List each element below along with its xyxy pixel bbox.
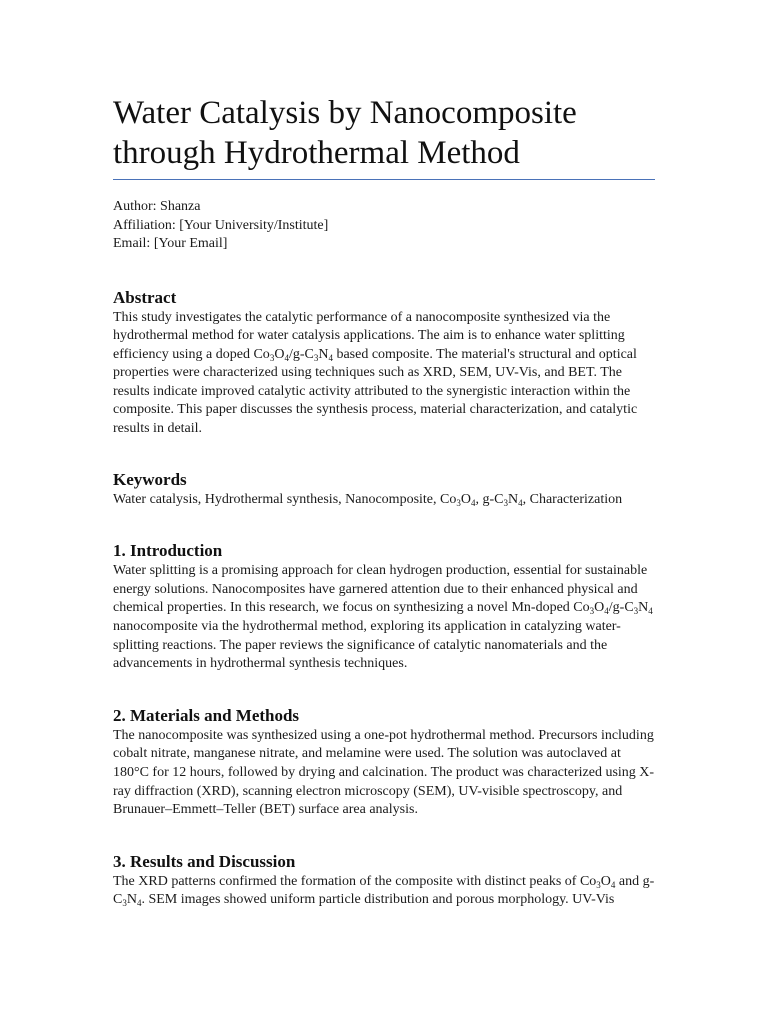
methods-section <box>113 705 655 820</box>
introduction-text: Water splitting is a promising approach for clean hydrogen production, essential for sustainable energy solutions. Nanocomposites have garnered attention due to their enhanced physical and chemical properties. In this research, we focus on synthesizing a novel Mn-doped $Co_3O_4/g-C_3N_4$ nanocomposite via the hydrothermal method, exploring its application in catalyzing water-splitting reactions. The paper reviews the significance of catalytic nanomaterials and the advancements in hydrothermal synthesis techniques. <box>113 563 653 672</box>
results-heading: 3. Results and Discussion <box>113 851 296 871</box>
title-line-1: Water Catalysis by Nanocomposite <box>113 95 577 131</box>
affiliation-line: Affiliation: [Your University/Institute] <box>113 217 329 233</box>
methods-text: The nanocomposite was synthesized using a one-pot hydrothermal method. Precursors including cobalt nitrate, manganese nitrate, and melamine were used. The solution was autoclaved at 180°C for 12 hours, followed by drying and calcination. The product was characterized using X-ray diffraction (XRD), scanning electron microscopy (SEM), UV-visible spectroscopy, and Brunauer–Emmett–Teller (BET) surface area analysis. <box>113 727 655 818</box>
paper-title <box>113 93 655 180</box>
document-page <box>113 93 655 910</box>
methods-heading: 2. Materials and Methods <box>113 705 300 725</box>
introduction-section <box>113 540 655 674</box>
author-line: Author: Shanza <box>113 199 201 214</box>
keywords-section <box>113 469 655 510</box>
email-line: Email: [Your Email] <box>113 236 228 251</box>
introduction-heading: 1. Introduction <box>113 541 223 561</box>
title-line-2: through Hydrothermal Method <box>113 135 520 171</box>
abstract-text: This study investigates the catalytic performance of a nanocomposite synthesized via the hydrothermal method for water catalysis applications. The aim is to enhance water splitting efficiency using a doped $Co_3O_4/g-C_3N_4$ based composite. The material's structural and optical properties were characterized using techniques such as XRD, SEM, UV-Vis, and BET. The results indicate improved catalytic activity attributed to the synergistic interaction within the composite. This paper discusses the synthesis process, material characterization, and catalytic results in detail. <box>113 309 638 437</box>
results-section <box>113 851 655 910</box>
keywords-heading: Keywords <box>113 469 187 489</box>
results-text: The XRD patterns confirmed the formation of the composite with distinct peaks of $Co_3O_4$ and $g-C_3N_4$. SEM images showed uniform particle distribution and porous morphology. UV-Vis <box>113 873 655 909</box>
abstract-section <box>113 287 655 439</box>
keywords-text: Water catalysis, Hydrothermal synthesis, Nanocomposite, $Co_3O_4$, $g-C_3N_4$, Characterization <box>113 491 623 508</box>
author-block <box>113 198 655 254</box>
abstract-heading: Abstract <box>113 287 177 307</box>
